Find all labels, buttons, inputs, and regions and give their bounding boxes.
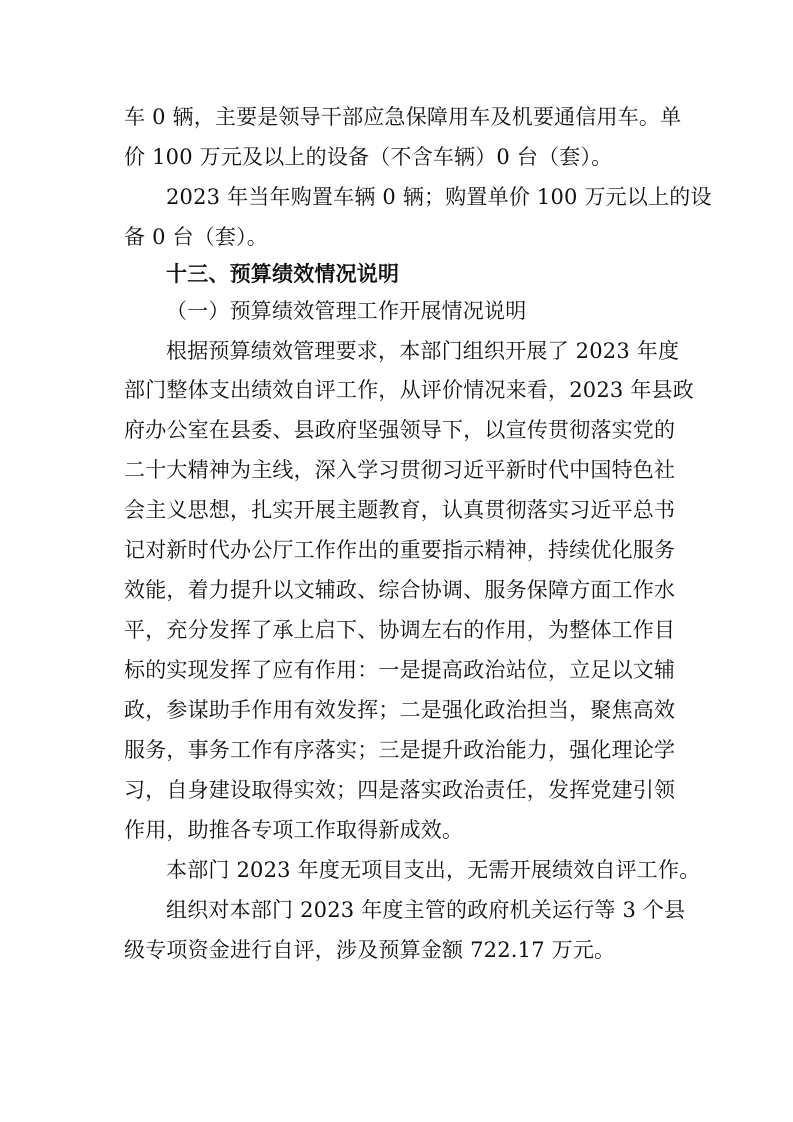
text-line: 根据预算绩效管理要求，本部门组织开展了 2023 年度 — [166, 339, 680, 363]
text-line: 效能，着力提升以文辅政、综合协调、服务保障方面工作水 — [124, 578, 676, 602]
text-line: 二十大精神为主线，深入学习贯彻习近平新时代中国特色社 — [124, 458, 676, 482]
text-line: 价 100 万元及以上的设备（不含车辆）0 台（套）。 — [124, 145, 613, 169]
text-line: 组织对本部门 2023 年度主管的政府机关运行等 3 个县 — [166, 898, 686, 922]
text-line: 车 0 辆，主要是领导干部应急保障用车及机要通信用车。单 — [124, 105, 682, 129]
text-line: 部门整体支出绩效自评工作，从评价情况来看，2023 年县政 — [124, 378, 694, 402]
section-heading: 十三、预算绩效情况说明 — [166, 262, 400, 286]
text-line: 备 0 台（套）。 — [124, 225, 269, 249]
text-line: 习，自身建设取得实效；四是落实政治责任，发挥党建引领 — [124, 778, 676, 802]
subsection-heading: （一）预算绩效管理工作开展情况说明 — [166, 299, 527, 323]
text-line: 本部门 2023 年度无项目支出，无需开展绩效自评工作。 — [166, 858, 701, 882]
text-line: 服务，事务工作有序落实；三是提升政治能力，强化理论学 — [124, 738, 676, 762]
text-line: 政，参谋助手作用有效发挥；二是强化政治担当，聚焦高效 — [124, 698, 676, 722]
text-line: 府办公室在县委、县政府坚强领导下，以宣传贯彻落实党的 — [124, 418, 676, 442]
text-line: 标的实现发挥了应有作用：一是提高政治站位，立足以文辅 — [124, 658, 676, 682]
text-line: 记对新时代办公厅工作作出的重要指示精神，持续优化服务 — [124, 538, 676, 562]
text-line: 2023 年当年购置车辆 0 辆；购置单价 100 万元以上的设 — [166, 185, 712, 209]
text-line: 级专项资金进行自评，涉及预算金额 722.17 万元。 — [124, 938, 616, 962]
text-line: 平，充分发挥了承上启下、协调左右的作用，为整体工作目 — [124, 618, 676, 642]
text-line: 会主义思想，扎实开展主题教育，认真贯彻落实习近平总书 — [124, 498, 676, 522]
text-line: 作用，助推各专项工作取得新成效。 — [124, 818, 464, 842]
